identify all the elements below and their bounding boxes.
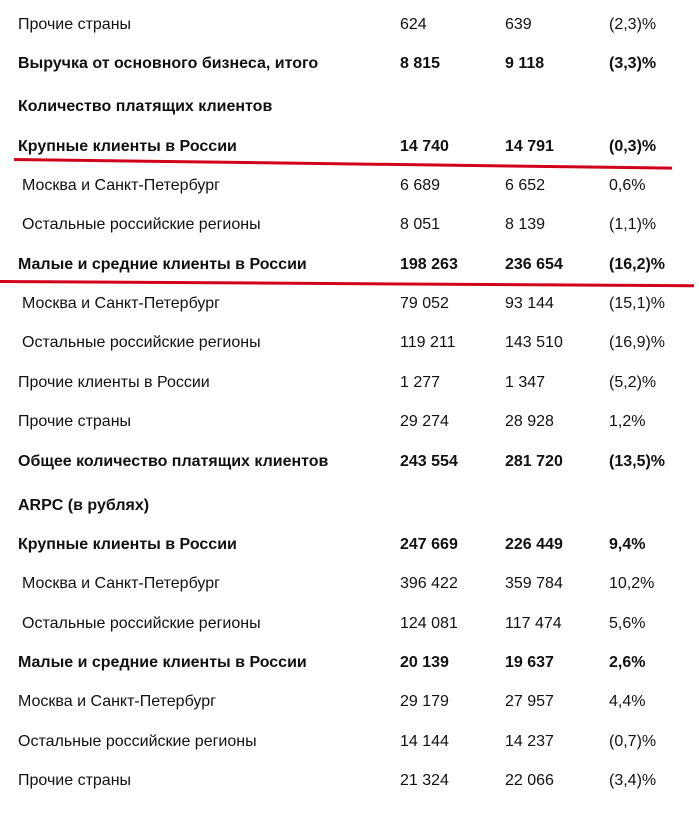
change-percent: (16,2)% bbox=[609, 256, 666, 273]
table-row bbox=[0, 331, 699, 355]
table-row bbox=[0, 371, 699, 395]
change-percent: 4,4% bbox=[609, 693, 646, 710]
row-label: Прочие страны bbox=[18, 413, 132, 430]
value-curr-period: 236 654 bbox=[505, 256, 563, 273]
value-prev-period: 247 669 bbox=[400, 536, 458, 553]
row-label: Остальные российские регионы bbox=[22, 216, 261, 233]
value-prev-period: 29 179 bbox=[400, 693, 449, 710]
row-label: ARPC (в рублях) bbox=[18, 497, 150, 514]
value-prev-period: 124 081 bbox=[400, 615, 458, 632]
value-prev-period: 198 263 bbox=[400, 256, 458, 273]
row-label: Москва и Санкт-Петербург bbox=[18, 693, 216, 710]
table-row bbox=[0, 533, 699, 557]
row-label: Крупные клиенты в России bbox=[18, 536, 237, 553]
row-label: Крупные клиенты в России bbox=[18, 138, 237, 155]
value-curr-period: 93 144 bbox=[505, 295, 554, 312]
value-prev-period: 624 bbox=[400, 16, 427, 33]
row-label: Москва и Санкт-Петербург bbox=[22, 177, 220, 194]
table-row bbox=[0, 769, 699, 793]
row-label: Общее количество платящих клиентов bbox=[18, 453, 329, 470]
change-percent: 2,6% bbox=[609, 654, 646, 671]
change-percent: 0,6% bbox=[609, 177, 646, 194]
value-curr-period: 19 637 bbox=[505, 654, 554, 671]
row-label: Москва и Санкт-Петербург bbox=[22, 575, 220, 592]
row-label: Остальные российские регионы bbox=[22, 615, 261, 632]
row-label: Прочие страны bbox=[18, 772, 132, 789]
table-row bbox=[0, 410, 699, 434]
value-prev-period: 21 324 bbox=[400, 772, 449, 789]
value-curr-period: 14 791 bbox=[505, 138, 554, 155]
highlight-underline-sme-clients bbox=[0, 280, 694, 287]
value-prev-period: 6 689 bbox=[400, 177, 441, 194]
value-prev-period: 20 139 bbox=[400, 654, 449, 671]
table-row bbox=[0, 572, 699, 596]
change-percent: (3,3)% bbox=[609, 55, 657, 72]
table-row bbox=[0, 730, 699, 754]
row-label: Малые и средние клиенты в России bbox=[18, 654, 307, 671]
row-label: Остальные российские регионы bbox=[22, 334, 261, 351]
value-prev-period: 14 144 bbox=[400, 733, 449, 750]
change-percent: (1,1)% bbox=[609, 216, 657, 233]
value-curr-period: 1 347 bbox=[505, 374, 546, 391]
change-percent: 5,6% bbox=[609, 615, 646, 632]
change-percent: (2,3)% bbox=[609, 16, 657, 33]
value-curr-period: 28 928 bbox=[505, 413, 554, 430]
value-curr-period: 281 720 bbox=[505, 453, 563, 470]
change-percent: (0,3)% bbox=[609, 138, 657, 155]
value-curr-period: 27 957 bbox=[505, 693, 554, 710]
table-row bbox=[0, 494, 699, 518]
change-percent: (5,2)% bbox=[609, 374, 657, 391]
change-percent: (3,4)% bbox=[609, 772, 657, 789]
table-row bbox=[0, 52, 699, 76]
value-prev-period: 119 211 bbox=[400, 334, 456, 351]
value-prev-period: 8 051 bbox=[400, 216, 441, 233]
value-curr-period: 6 652 bbox=[505, 177, 546, 194]
value-curr-period: 117 474 bbox=[505, 615, 562, 632]
value-curr-period: 8 139 bbox=[505, 216, 546, 233]
table-row bbox=[0, 612, 699, 636]
table-row bbox=[0, 450, 699, 474]
change-percent: (16,9)% bbox=[609, 334, 666, 351]
value-curr-period: 143 510 bbox=[505, 334, 563, 351]
highlight-underline-large-clients bbox=[14, 158, 672, 170]
value-prev-period: 8 815 bbox=[400, 55, 441, 72]
value-prev-period: 29 274 bbox=[400, 413, 449, 430]
value-curr-period: 14 237 bbox=[505, 733, 554, 750]
change-percent: (0,7)% bbox=[609, 733, 657, 750]
value-prev-period: 396 422 bbox=[400, 575, 458, 592]
table-row bbox=[0, 651, 699, 675]
table-row bbox=[0, 292, 699, 316]
table-row bbox=[0, 174, 699, 198]
table-row bbox=[0, 213, 699, 237]
change-percent: 10,2% bbox=[609, 575, 655, 592]
table-row bbox=[0, 690, 699, 714]
value-curr-period: 226 449 bbox=[505, 536, 563, 553]
table-row bbox=[0, 135, 699, 159]
row-label: Выручка от основного бизнеса, итого bbox=[18, 55, 319, 72]
table-row bbox=[0, 253, 699, 277]
table-row bbox=[0, 95, 699, 119]
value-prev-period: 243 554 bbox=[400, 453, 458, 470]
value-prev-period: 14 740 bbox=[400, 138, 449, 155]
change-percent: 9,4% bbox=[609, 536, 646, 553]
value-curr-period: 9 118 bbox=[505, 55, 545, 72]
row-label: Прочие клиенты в России bbox=[18, 374, 210, 391]
table-row bbox=[0, 13, 699, 37]
value-prev-period: 79 052 bbox=[400, 295, 449, 312]
row-label: Остальные российские регионы bbox=[18, 733, 257, 750]
row-label: Москва и Санкт-Петербург bbox=[22, 295, 220, 312]
value-curr-period: 639 bbox=[505, 16, 532, 33]
row-label: Количество платящих клиентов bbox=[18, 98, 273, 115]
row-label: Прочие страны bbox=[18, 16, 132, 33]
change-percent: (13,5)% bbox=[609, 453, 666, 470]
change-percent: 1,2% bbox=[609, 413, 646, 430]
value-curr-period: 22 066 bbox=[505, 772, 554, 789]
value-prev-period: 1 277 bbox=[400, 374, 441, 391]
value-curr-period: 359 784 bbox=[505, 575, 563, 592]
change-percent: (15,1)% bbox=[609, 295, 666, 312]
row-label: Малые и средние клиенты в России bbox=[18, 256, 307, 273]
